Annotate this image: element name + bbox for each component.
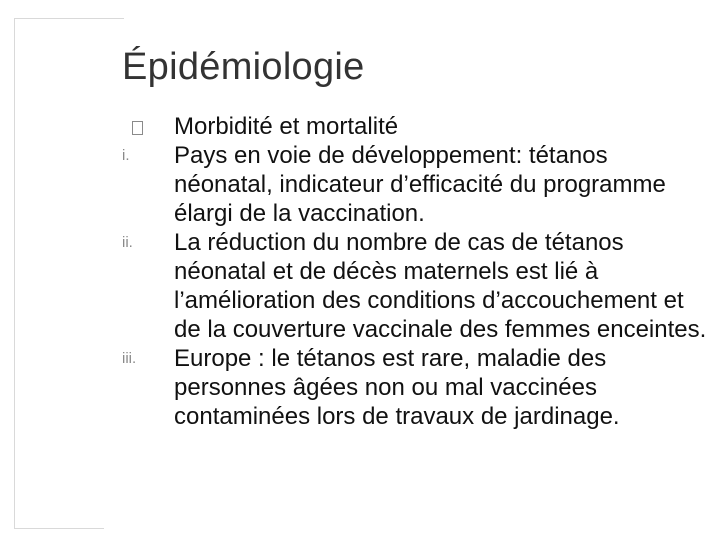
list-item-marker: iii. <box>122 350 137 367</box>
list-item-text: Europe : le tétanos est rare, maladie des personnes âgées non ou mal vaccinées contaminées lors de travaux de jardinage. <box>174 345 620 430</box>
list-item <box>122 141 712 228</box>
list-item <box>122 344 712 431</box>
list-item-text: Pays en voie de développement: tétanos néonatal, indicateur d’efficacité du programme élargi de la vaccination. <box>174 142 666 227</box>
list-item-marker: ii. <box>122 234 133 251</box>
list-item-text: Morbidité et mortalité <box>174 113 399 140</box>
slide-title: Épidémiologie <box>122 46 365 88</box>
decorative-frame-line <box>14 18 15 528</box>
decorative-frame-line <box>14 528 104 529</box>
bullet-list <box>122 112 712 431</box>
list-item <box>122 112 712 141</box>
list-item-marker: i. <box>122 147 130 164</box>
list-item <box>122 228 712 344</box>
list-item-text: La réduction du nombre de cas de tétanos néonatal et de décès maternels est lié à l’amélioration des conditions d’accouchement et de la couverture vaccinale des femmes enceintes. <box>174 229 707 343</box>
bullet-box-icon <box>132 121 143 135</box>
decorative-frame-line <box>14 18 124 19</box>
